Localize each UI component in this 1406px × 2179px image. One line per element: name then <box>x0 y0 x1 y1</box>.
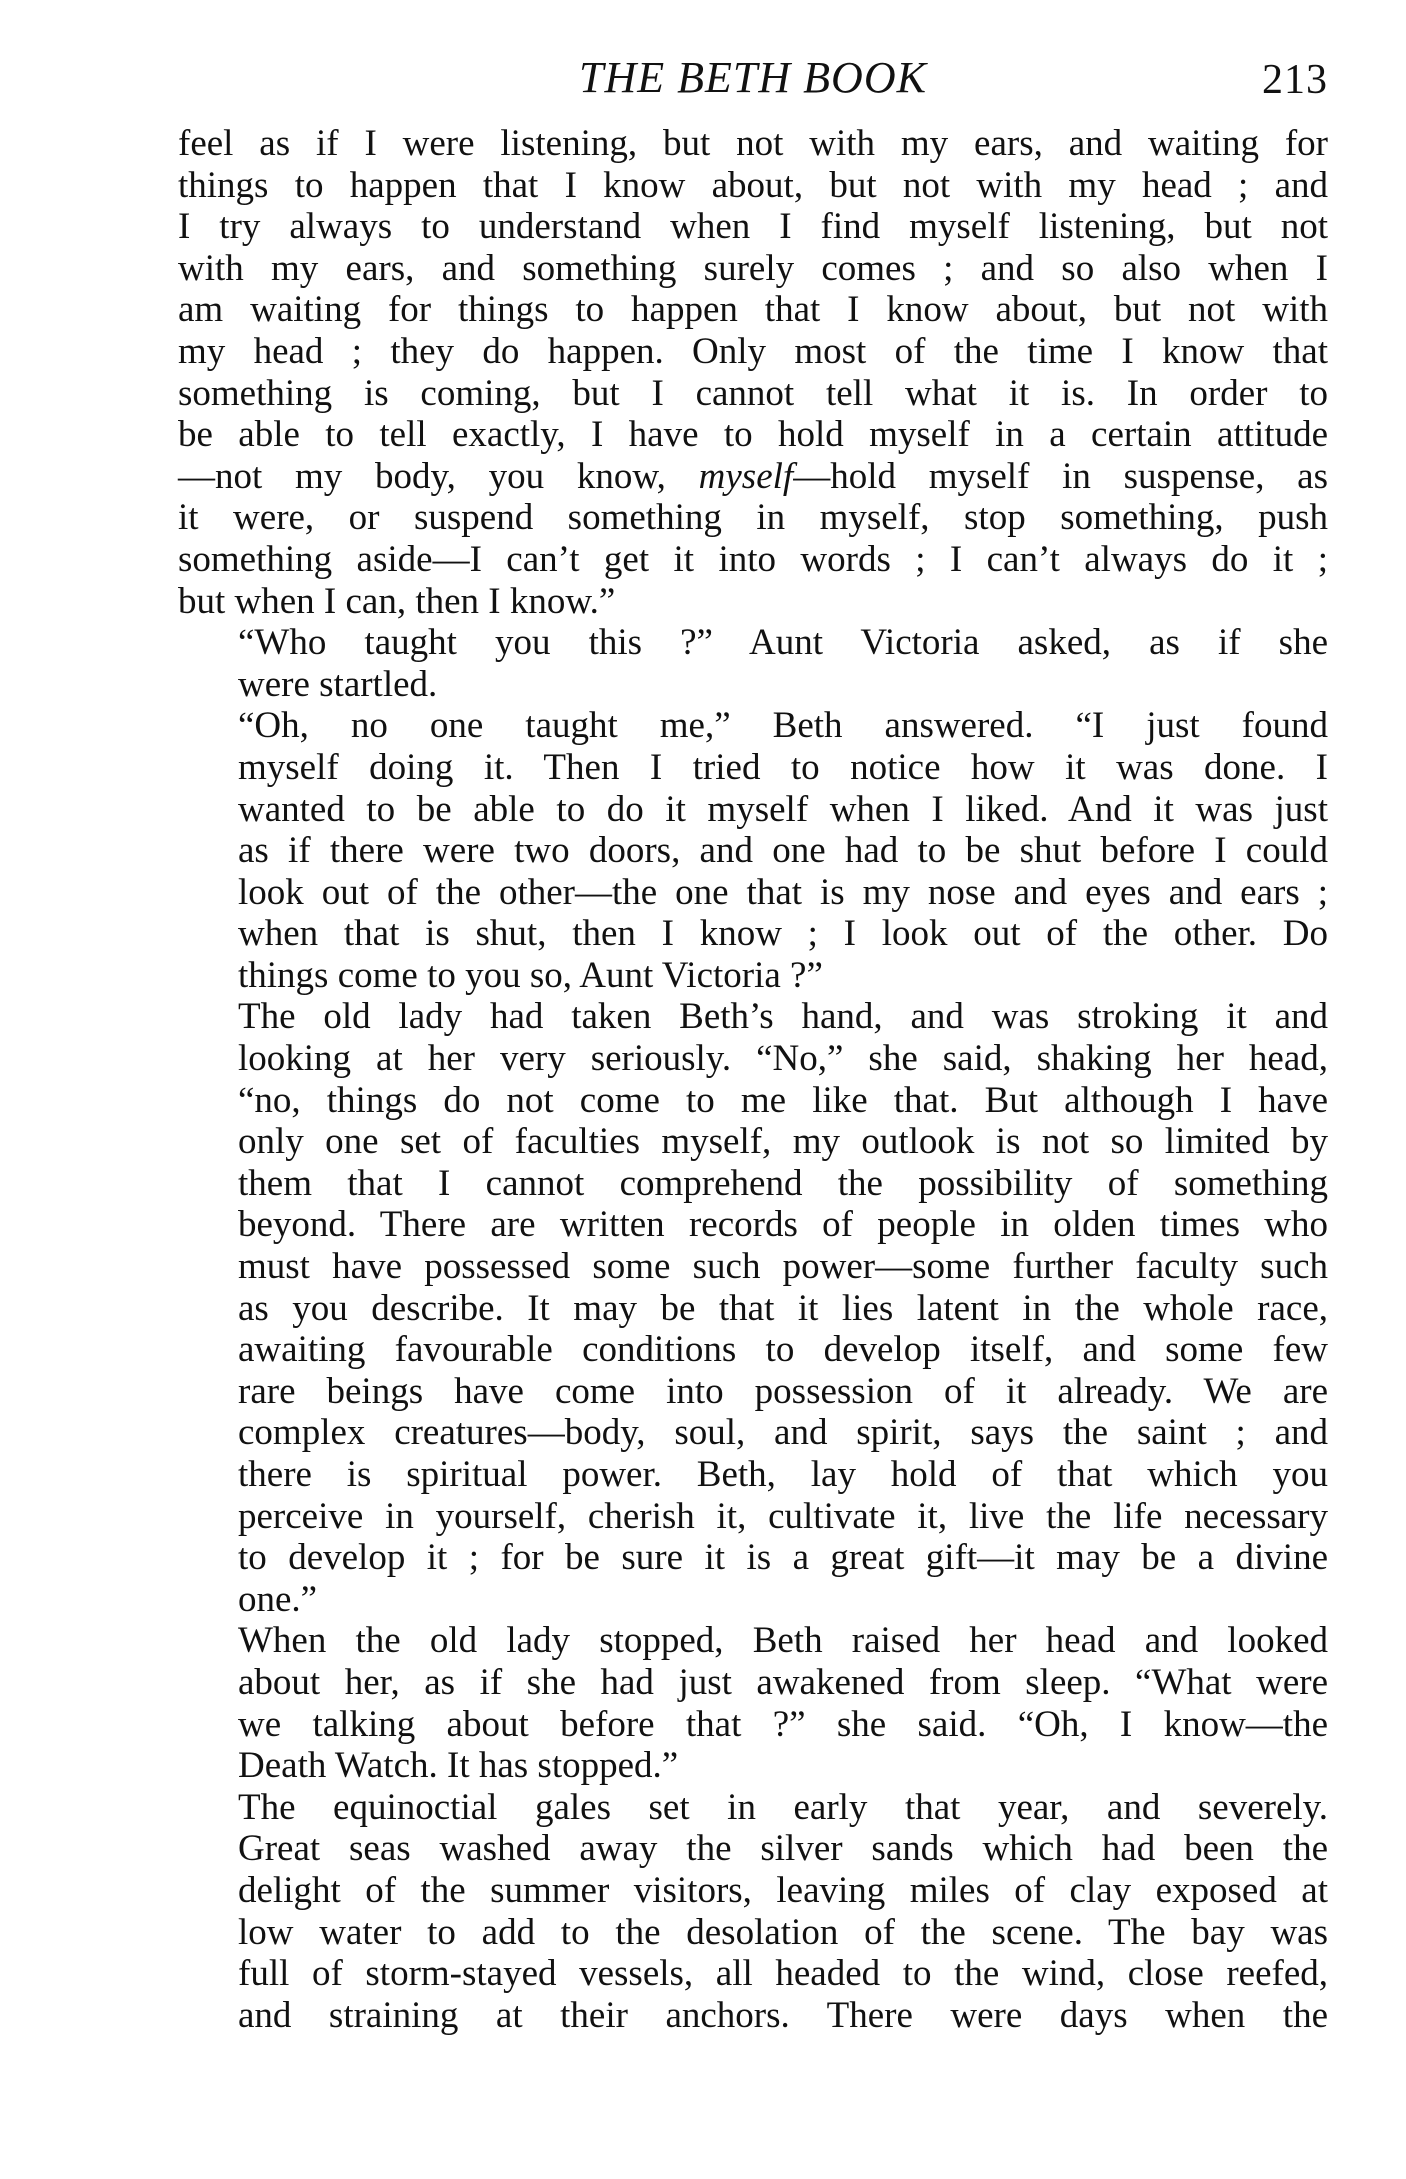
text-line: things come to you so, Aunt Victoria ?” <box>238 954 823 996</box>
text-line: my head ; they do happen. Only most of the time I know that <box>178 330 1328 372</box>
text-line: myself doing it. Then I tried to notice how it was done. I <box>238 746 1328 788</box>
text-line: and straining at their anchors. There were days when the <box>238 1994 1328 2036</box>
text-line: wanted to be able to do it myself when I liked. And it was just <box>238 788 1328 830</box>
body-text <box>178 123 1328 2036</box>
text-line: we talking about before that ?” she said. “Oh, I know—the <box>238 1703 1328 1745</box>
text-line: Great seas washed away the silver sands which had been the <box>238 1828 1328 1870</box>
text-line: look out of the other—the one that is my nose and eyes and ears ; <box>238 871 1328 913</box>
text-line: them that I cannot comprehend the possibility of something <box>238 1162 1328 1204</box>
text-line: with my ears, and something surely comes ; and so also when I <box>178 247 1328 289</box>
paragraph <box>178 996 1328 1620</box>
running-title: THE BETH BOOK <box>579 53 927 102</box>
text-line: it were, or suspend something in myself, stop something, push <box>178 497 1328 539</box>
text-line: looking at her very seriously. “No,” she said, shaking her head, <box>238 1038 1328 1080</box>
text-line: be able to tell exactly, I have to hold myself in a certain attitude <box>178 414 1328 456</box>
paragraph <box>178 123 1328 622</box>
text-line: awaiting favourable conditions to develop itself, and some few <box>238 1329 1328 1371</box>
text-line: feel as if I were listening, but not with my ears, and waiting for <box>178 123 1328 164</box>
text-line: there is spiritual power. Beth, lay hold of that which you <box>238 1454 1328 1495</box>
page-header <box>178 52 1328 112</box>
text-line: —not my body, you know, myself—hold myself in suspense, as <box>178 455 1328 497</box>
text-line: rare beings have come into possession of it already. We are <box>238 1370 1328 1412</box>
paragraph <box>178 622 1328 705</box>
text-line: complex creatures—body, soul, and spirit, says the saint ; and <box>238 1412 1328 1454</box>
text-line: must have possessed some such power—some further faculty such <box>238 1246 1328 1288</box>
text-line: Death Watch. It has stopped.” <box>238 1745 679 1787</box>
text-line: about her, as if she had just awakened from sleep. “What were <box>238 1661 1328 1703</box>
text-line: only one set of faculties myself, my outlook is not so limited by <box>238 1121 1328 1163</box>
text-line: full of storm-stayed vessels, all headed to the wind, close reefed, <box>238 1953 1328 1995</box>
text-line: perceive in yourself, cherish it, cultivate it, live the life necessary <box>238 1495 1328 1537</box>
text-line: “no, things do not come to me like that. But although I have <box>238 1079 1328 1121</box>
text-line: something is coming, but I cannot tell what it is. In order to <box>178 372 1328 414</box>
text-line: am waiting for things to happen that I know about, but not with <box>178 289 1328 331</box>
text-line: to develop it ; for be sure it is a great gift—it may be a divine <box>238 1537 1328 1579</box>
text-line: “Who taught you this ?” Aunt Victoria asked, as if she <box>238 622 1328 664</box>
paragraph <box>178 1787 1328 2037</box>
text-line: something aside—I can’t get it into words ; I can’t always do it ; <box>178 538 1328 580</box>
text-line: one.” <box>238 1578 318 1620</box>
text-line: delight of the summer visitors, leaving miles of clay exposed at <box>238 1869 1328 1911</box>
text-line: low water to add to the desolation of the scene. The bay was <box>238 1911 1328 1953</box>
text-line: were startled. <box>238 663 438 705</box>
text-line: but when I can, then I know.” <box>178 580 616 622</box>
page-number: 213 <box>1262 57 1328 103</box>
paragraph <box>178 705 1328 996</box>
text-line: things to happen that I know about, but not with my head ; and <box>178 164 1328 206</box>
text-line: The equinoctial gales set in early that year, and severely. <box>238 1786 1328 1828</box>
text-line: I try always to understand when I find myself listening, but not <box>178 206 1328 248</box>
text-line: beyond. There are written records of people in olden times who <box>238 1204 1328 1246</box>
paragraph <box>178 1620 1328 1786</box>
text-line: when that is shut, then I know ; I look out of the other. Do <box>238 913 1328 955</box>
text-line: The old lady had taken Beth’s hand, and was stroking it and <box>238 996 1328 1038</box>
text-line: as if there were two doors, and one had to be shut before I could <box>238 830 1328 872</box>
text-line: When the old lady stopped, Beth raised her head and looked <box>238 1620 1328 1662</box>
text-line: “Oh, no one taught me,” Beth answered. “I just found <box>238 705 1328 747</box>
text-line: as you describe. It may be that it lies latent in the whole race, <box>238 1287 1328 1329</box>
